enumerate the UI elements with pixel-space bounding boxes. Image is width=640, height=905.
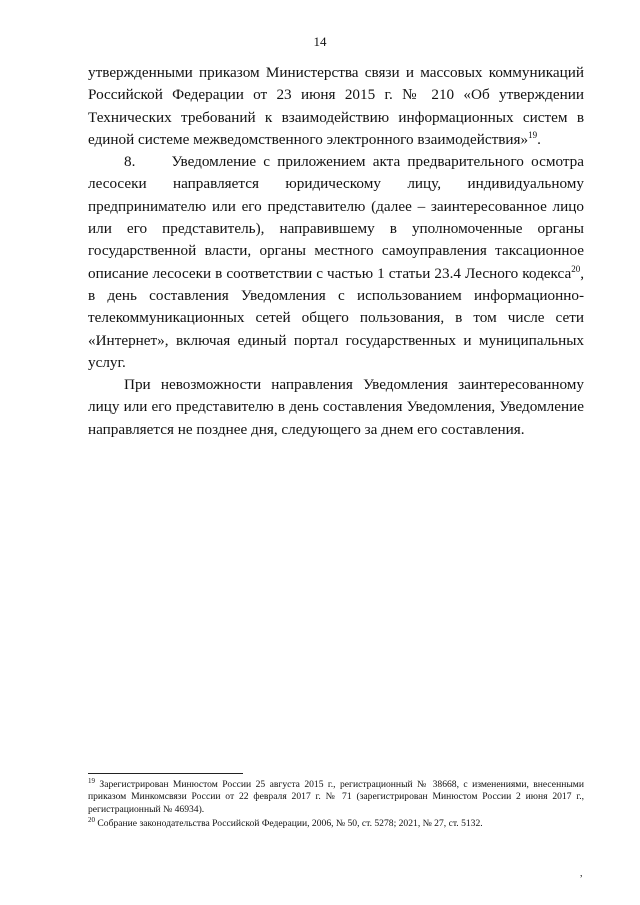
footnotes bbox=[88, 776, 584, 833]
footnote-number: 19 bbox=[88, 776, 95, 785]
footnote bbox=[88, 818, 584, 830]
paragraph-continuation bbox=[88, 62, 584, 151]
paragraph-tail: . bbox=[537, 130, 541, 148]
footnote-text: Собрание законодательства Российской Федерации, 2006, № 50, ст. 5278; 2021, № 27, ст. 5132. bbox=[97, 818, 483, 830]
footnote-ref[interactable]: 19 bbox=[528, 129, 538, 140]
footnote-separator bbox=[88, 773, 243, 774]
paragraph-text: утвержденными приказом Министерства связи и массовых коммуникаций Российской Федерации от 23 июня 2015 г. № 210 «Об утверждении Технических требований к взаимодействию информационных систем в единой системе межведомственного электронного взаимодействия» bbox=[88, 64, 584, 148]
paragraph-item-8 bbox=[88, 151, 584, 374]
footnote-text: Зарегистрирован Минюстом России 25 августа 2015 г., регистрационный № 38668, с изменениями, внесенными приказом Минкомсвязи России от 22 февраля 2017 г. № 71 (зарегистрирован Минюстом России 2 июня 2017 г., регистрационный № 46934). bbox=[88, 779, 584, 815]
corner-mark: , bbox=[580, 868, 583, 879]
paragraph-text: 8. Уведомление с приложением акта предварительного осмотра лесосеки направляется юридическому лицу, индивидуальному предпринимателю или его представителю (далее – заинтересованное лицо или его представитель), направившему в уполномоченные органы государственной власти, органы местного самоуправления таксационное описание лесосеки в соответствии с частью 1 статьи 23.4 Лесного кодекса bbox=[88, 153, 584, 282]
footnote bbox=[88, 776, 584, 816]
footnote-number: 20 bbox=[88, 816, 95, 825]
page-number: 14 bbox=[313, 34, 327, 49]
paragraph: При невозможности направления Уведомления заинтересованному лицу или его представителю в день составления Уведомления, Уведомление направляется не позднее дня, следующего за днем его составления. bbox=[88, 376, 584, 438]
footnote-ref[interactable]: 20 bbox=[571, 263, 581, 274]
paragraph-text: , в день составления Уведомления с использованием информационно-телекоммуникационных сетей общего пользования, в том числе сети «Интернет», включая единый портал государственных и муниципальных услуг. bbox=[88, 264, 584, 371]
body-text bbox=[88, 62, 584, 441]
